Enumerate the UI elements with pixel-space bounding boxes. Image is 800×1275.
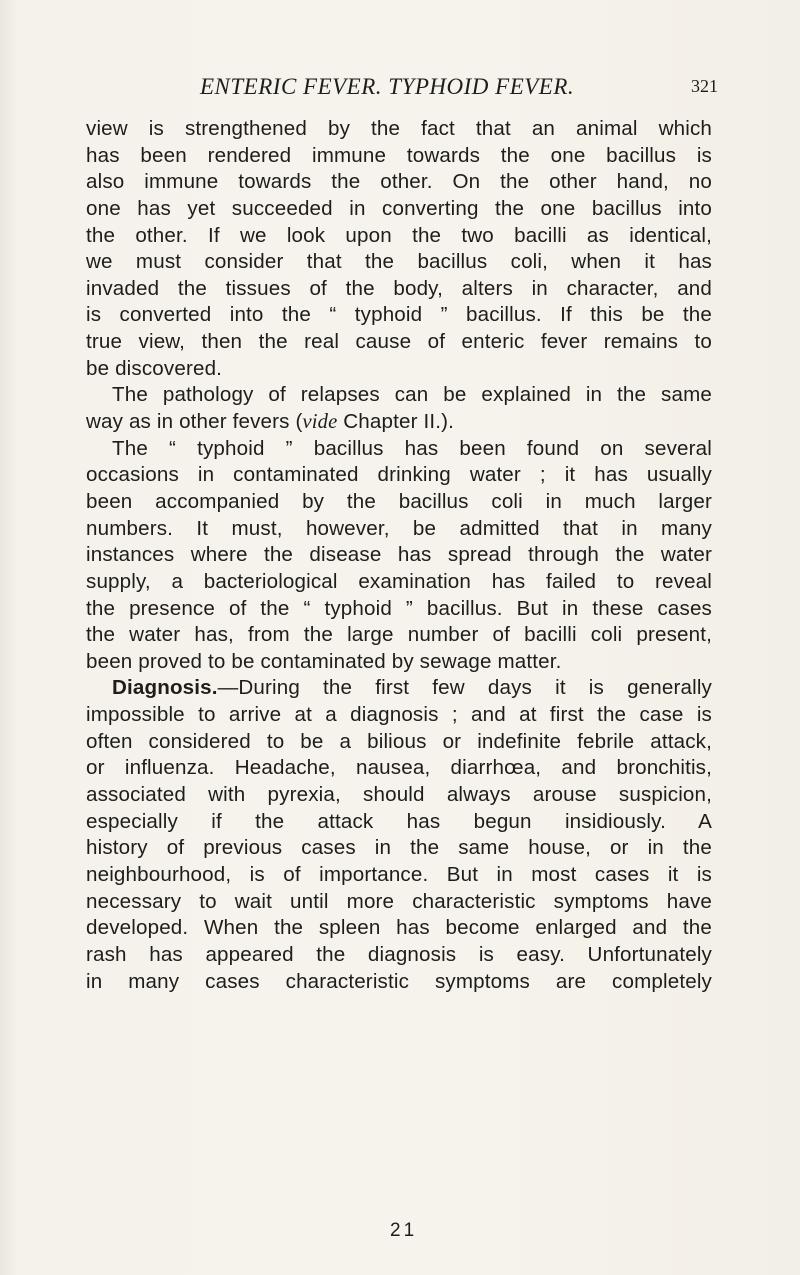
text-line: associated with pyrexia, should always arouse suspicion, <box>86 783 712 807</box>
text-run: way as in other fevers ( <box>86 410 303 434</box>
text-line: especially if the attack has begun insidiously. A <box>86 809 712 833</box>
text-line: occasions in contaminated drinking water ; it has usually <box>86 463 712 487</box>
text-line: been accompanied by the bacillus coli in much larger <box>86 489 712 513</box>
text-line: invaded the tissues of the body, alters in character, and <box>86 276 712 300</box>
paragraph-water <box>86 436 712 676</box>
text-line: numbers. It must, however, be admitted that in many <box>86 516 712 540</box>
text-line: true view, then the real cause of enteric fever remains to <box>86 330 712 354</box>
text-line: the presence of the “ typhoid ” bacillus. But in these cases <box>86 596 712 620</box>
page-number: 321 <box>691 76 718 96</box>
text-line: The “ typhoid ” bacillus has been found on several <box>112 436 712 460</box>
text-line: is converted into the “ typhoid ” bacillus. If this be the <box>86 303 712 327</box>
text-line: instances where the disease has spread through the water <box>86 543 712 567</box>
text-line: also immune towards the other. On the other hand, no <box>86 170 712 194</box>
text-line: supply, a bacteriological examination has failed to reveal <box>86 569 712 593</box>
text-line: in many cases characteristic symptoms are completely <box>86 969 712 993</box>
paragraph-diagnosis <box>86 675 712 995</box>
running-title: ENTERIC FEVER. TYPHOID FEVER. <box>200 74 575 99</box>
text-line: The pathology of relapses can be explained in the same <box>112 383 712 407</box>
text-line: necessary to wait until more characteristic symptoms have <box>86 889 712 913</box>
text-line: the water has, from the large number of bacilli coli present, <box>86 623 712 647</box>
text-run: Chapter II.). <box>337 410 454 434</box>
text-line: neighbourhood, is of importance. But in most cases it is <box>86 862 712 886</box>
text-line: be discovered. <box>86 356 223 380</box>
italic-term: vide <box>302 411 338 434</box>
text-line: one has yet succeeded in converting the one bacillus into <box>86 196 712 220</box>
section-heading: Diagnosis. <box>112 676 218 700</box>
signature-mark: 21 <box>390 1220 418 1241</box>
paragraph-continuation <box>86 116 712 382</box>
text-line: we must consider that the bacillus coli, when it has <box>86 250 712 274</box>
text-line: impossible to arrive at a diagnosis ; and at first the case is <box>86 703 712 727</box>
running-head <box>60 74 718 104</box>
text-line: developed. When the spleen has become enlarged and the <box>86 916 712 940</box>
text-line: or influenza. Headache, nausea, diarrhœa, and bronchitis, <box>86 756 712 780</box>
text-line <box>86 675 712 702</box>
text-line: view is strengthened by the fact that an animal which <box>86 117 712 140</box>
text-line: often considered to be a bilious or indefinite febrile attack, <box>86 729 712 753</box>
text-line <box>86 409 712 436</box>
text-line: the other. If we look upon the two bacilli as identical, <box>86 223 712 247</box>
text-run: —During the first few days it is generally <box>217 676 712 700</box>
text-line: has been rendered immune towards the one bacillus is <box>86 143 712 167</box>
text-line: rash has appeared the diagnosis is easy. Unfortunately <box>86 942 712 966</box>
text-line: been proved to be contaminated by sewage matter. <box>86 649 562 673</box>
text-line: history of previous cases in the same house, or in the <box>86 836 712 860</box>
body-text <box>86 116 712 995</box>
paragraph-relapses <box>86 382 712 435</box>
